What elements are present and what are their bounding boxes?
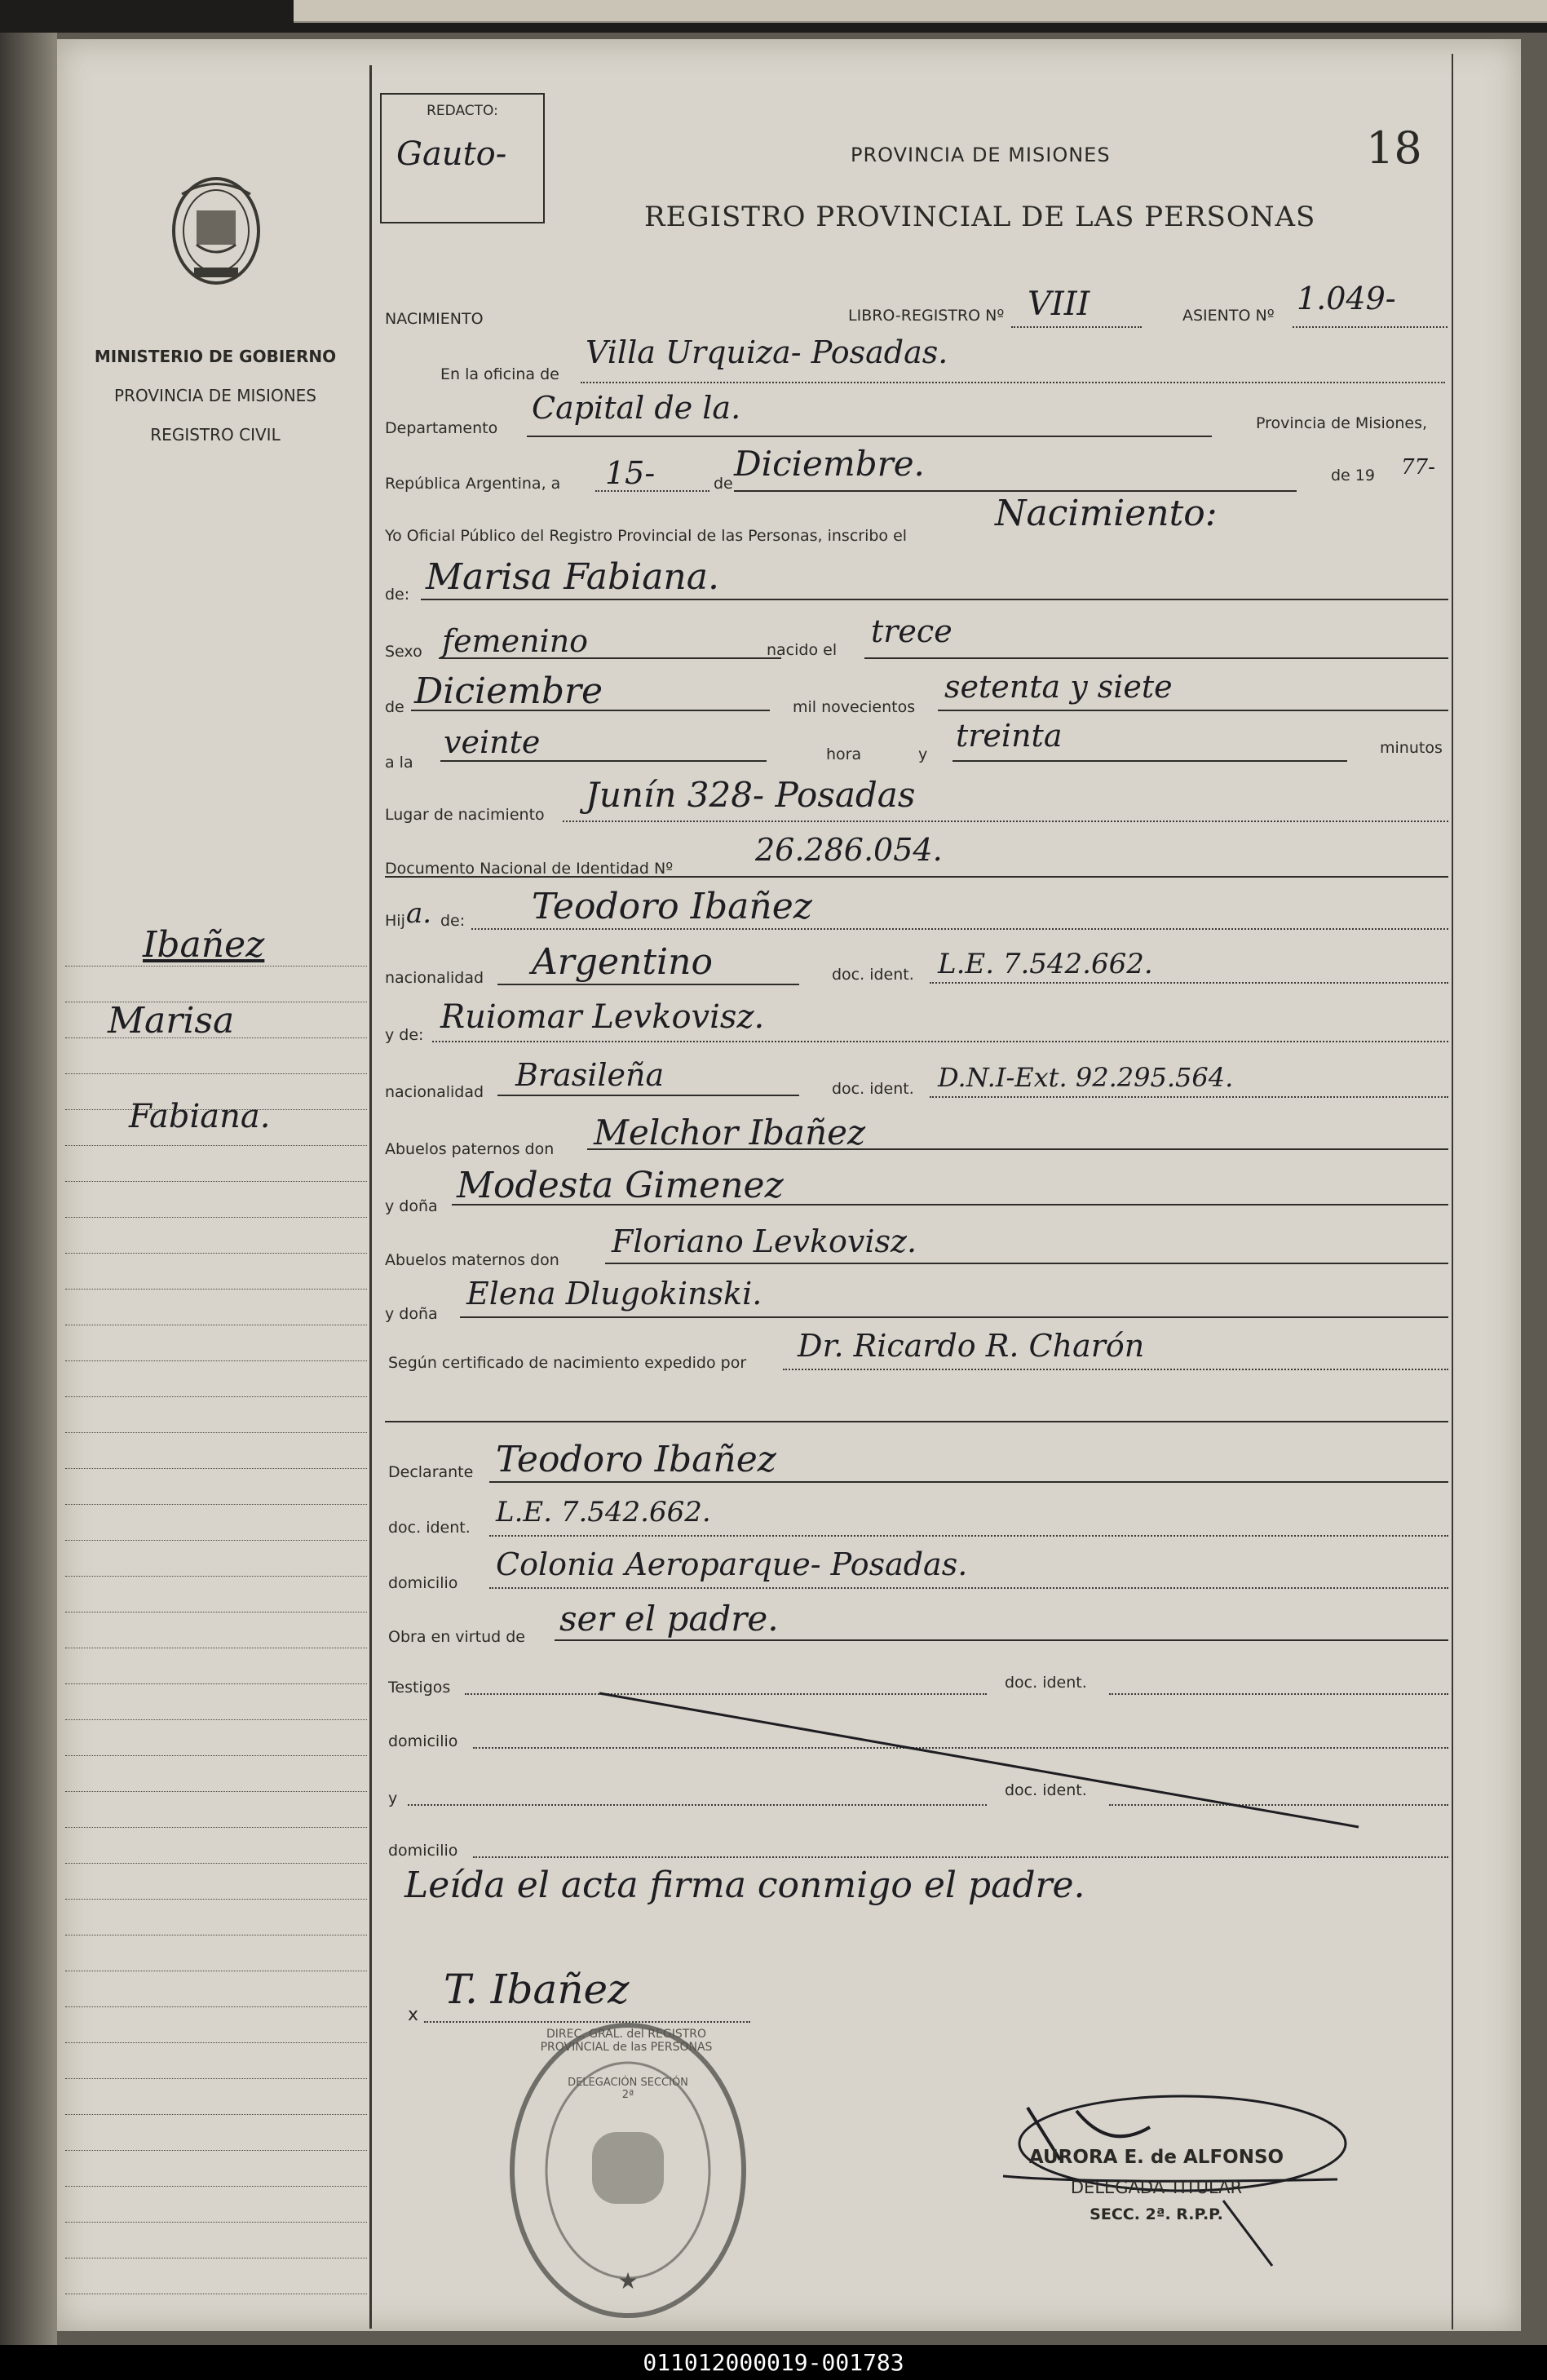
mes-value: Diciembre. [734,444,925,484]
hijo-de-label: de: [440,912,466,930]
redacto-box [380,93,545,223]
previous-page-edge [294,0,1547,23]
coat-of-arms-icon [166,170,267,292]
declarante-value: Teodoro Ibañez [496,1439,776,1480]
margin-first-name: Marisa [108,1000,235,1042]
sexo-value: femenino [442,623,589,659]
ministerio-label: MINISTERIO DE GOBIERNO [94,347,337,366]
hijo-suffix: a. [406,897,432,930]
abuela-paterna-value: Modesta Gimenez [457,1165,784,1206]
testigo-dom2-line [473,1856,1448,1858]
margin-divider [369,65,372,2329]
dni-label: Documento Nacional de Identidad Nº [385,860,674,878]
abuela-paterna-label: y doña [385,1197,438,1215]
provincia-heading: PROVINCIA DE MISIONES [851,144,1111,166]
asiento-label: ASIENTO Nº [1182,307,1275,325]
official-name: AURORA E. de ALFONSO [1028,2147,1284,2168]
lugar-line [563,821,1448,822]
ala-label: a la [385,754,413,772]
book-spine [0,33,57,2345]
redacto-label: REDACTO: [427,103,498,119]
margin-rule [65,1863,367,1864]
padre-nacionalidad-value: Argentino [532,941,713,983]
dia-line [595,490,709,492]
firma-prefix: x [408,2005,419,2025]
svg-text:★: ★ [617,2267,639,2294]
padre-nacionalidad-label: nacionalidad [385,969,484,987]
libro-label: LIBRO-REGISTRO Nº [848,307,1005,325]
segun-label: Según certificado de nacimiento expedido por [388,1354,747,1372]
inscribo-value: Nacimiento: [995,493,1218,534]
testigo-doc-label: doc. ident. [1005,1674,1087,1692]
margin-second-name: Fabiana. [129,1098,271,1135]
stamp-inner-text: DELEGACIÓN SECCIÓN 2ª [568,2077,688,2101]
abuelo-p-line [587,1148,1448,1150]
margin-rule [65,1217,367,1218]
lugar-value: Junín 328- Posadas [586,775,916,815]
oficina-label: En la oficina de [440,365,559,383]
page-number: 18 [1366,122,1422,174]
madre-nacionalidad-label: nacionalidad [385,1083,484,1101]
de-label: de [714,475,733,493]
hijo-label: Hij [385,912,405,930]
oficina-value: Villa Urquiza- Posadas. [586,334,948,370]
anio-nac-value: setenta y siete [944,669,1173,705]
official-section: SECC. 2ª. R.P.P. [1090,2205,1223,2223]
abuelo-paterno-value: Melchor Ibañez [594,1113,866,1152]
anio-value: 77- [1401,455,1435,480]
mes-nac-value: Diciembre [414,670,603,712]
margin-rule [65,2078,367,2079]
abuela-p-line [452,1204,1448,1205]
abuelo-m-line [605,1263,1448,1264]
padre-doc-value: L.E. 7.542.662. [938,948,1153,980]
margin-rule [65,1755,367,1756]
obra-label: Obra en virtud de [388,1628,525,1646]
padre-doc-line [930,982,1448,984]
declarante-label: Declarante [388,1463,474,1481]
hora-label: hora [826,745,862,763]
left-margin-column [57,39,373,2331]
registro-civil-label: REGISTRO CIVIL [150,425,281,445]
madre-doc-value: D.N.I-Ext. 92.295.564. [938,1062,1234,1093]
departamento-line [527,436,1212,437]
official-stamp-icon [506,2019,750,2321]
madre-doc-label: doc. ident. [832,1080,914,1098]
segun-line [783,1369,1448,1370]
declarant-signature: T. Ibañez [444,1966,630,2013]
sexo-line [439,657,781,659]
margin-rule [65,2186,367,2187]
mes-nac-line [411,710,770,711]
provincia-label: PROVINCIA DE MISIONES [114,386,316,405]
declarante-doc-line [489,1535,1448,1537]
minutos-value: treinta [956,718,1063,754]
margin-rule [65,966,367,967]
segun-value: Dr. Ricardo R. Charón [798,1328,1145,1364]
domicilio-label: domicilio [388,1574,458,1592]
margin-rule [65,1073,367,1074]
obra-line [555,1639,1448,1641]
madre-doc-line [930,1096,1448,1098]
testigo-domicilio2-label: domicilio [388,1842,458,1860]
obra-value: ser el padre. [559,1599,779,1639]
padre-value: Teodoro Ibañez [532,886,812,927]
provincia-field-label: Provincia de Misiones, [1256,414,1428,432]
madre-nacionalidad-value: Brasileña [515,1057,665,1093]
nacimiento-label: NACIMIENTO [385,310,484,328]
margin-rule [65,1432,367,1433]
de-anio-label: de 19 [1331,467,1375,484]
testigos-label: Testigos [388,1679,451,1697]
mes-line [734,490,1297,492]
declarante-doc-label: doc. ident. [388,1519,471,1537]
departamento-label: Departamento [385,419,498,437]
padre-line [471,928,1448,930]
abuela-m-line [460,1316,1448,1318]
margin-rule [65,1181,367,1182]
madre-value: Ruiomar Levkovisz. [440,998,765,1036]
republica-label: República Argentina, a [385,475,561,493]
abuelo-materno-value: Floriano Levkovisz. [612,1223,917,1259]
minutos-label: minutos [1380,739,1443,757]
margin-rule [65,1791,367,1792]
official-title: DELEGADA TITULAR [1070,2178,1243,2197]
margin-rule [65,2042,367,2043]
de-mes-label: de [385,698,404,716]
top-strip [0,0,1547,33]
dni-line [385,876,1448,878]
madre-yde-label: y de: [385,1026,424,1044]
minutos-line [953,760,1347,762]
nombre-line [421,599,1448,600]
margin-rule [65,1899,367,1900]
redacto-value: Gauto- [396,135,507,173]
image-id-bar: 011012000019-001783 [0,2345,1547,2380]
leida-value: Leída el acta firma conmigo el padre. [404,1865,1085,1906]
testigo-doc2-label: doc. ident. [1005,1781,1087,1799]
yo-oficial-label: Yo Oficial Público del Registro Provincial de las Personas, inscribo el [385,527,908,545]
testigos-strike-line [595,1687,1370,1834]
libro-line [1011,326,1142,328]
padre-doc-label: doc. ident. [832,966,914,984]
margin-rule [65,1827,367,1828]
margin-rule [65,1253,367,1254]
de-nombre-label: de: [385,586,410,604]
margin-rule [65,2114,367,2115]
testigo-y-label: y [388,1789,398,1807]
libro-value: VIII [1028,285,1090,323]
margin-rule [65,1289,367,1290]
margin-rule [65,2222,367,2223]
asiento-value: 1.049- [1297,281,1396,316]
madre-nac-line [497,1095,799,1096]
mil-label: mil novecientos [793,698,916,716]
abuelos-maternos-label: Abuelos maternos don [385,1251,559,1269]
dia-value: 15- [605,455,656,491]
margin-rule [65,1576,367,1577]
margin-rule [65,1719,367,1720]
declarante-doc-value: L.E. 7.542.662. [496,1496,711,1528]
anio-nac-line [938,710,1448,711]
nombre-value: Marisa Fabiana. [426,556,719,598]
margin-rule [65,1683,367,1684]
hora-line [440,760,767,762]
nacido-label: nacido el [767,641,838,659]
oficina-line [581,382,1445,383]
madre-line [432,1041,1448,1042]
abuela-materna-value: Elena Dlugokinski. [466,1276,762,1312]
margin-surname: Ibañez [143,924,265,966]
dni-value: 26.286.054. [755,832,943,868]
margin-rule [65,1145,367,1146]
stamp-text: DIREC. GRAL. del REGISTRO PROVINCIAL de las PERSONAS [540,2028,713,2054]
margin-rule [65,1396,367,1397]
margin-rule [65,2006,367,2007]
margin-rule [65,2150,367,2151]
departamento-value: Capital de la. [532,390,741,426]
margin-rule [65,1360,367,1361]
registro-heading: REGISTRO PROVINCIAL DE LAS PERSONAS [644,201,1316,233]
segun-line-2 [385,1421,1448,1422]
declarante-line [489,1481,1448,1483]
official-signature-icon [979,2078,1362,2274]
testigo-domicilio-label: domicilio [388,1732,458,1750]
nacido-value: trece [871,613,953,649]
margin-rule [65,1468,367,1469]
margin-rule [65,1504,367,1505]
abuelos-paternos-label: Abuelos paternos don [385,1140,555,1158]
sexo-label: Sexo [385,643,422,661]
y-label: y [918,745,928,763]
nacido-line [864,657,1448,659]
abuela-materna-label: y doña [385,1305,438,1323]
lugar-label: Lugar de nacimiento [385,806,545,824]
margin-rule [65,1540,367,1541]
padre-nac-line [497,984,799,985]
domicilio-value: Colonia Aeroparque- Posadas. [496,1546,968,1582]
domicilio-line [489,1587,1448,1589]
hora-value: veinte [444,724,541,760]
asiento-line [1293,326,1448,328]
birth-record-form [375,39,1456,2331]
